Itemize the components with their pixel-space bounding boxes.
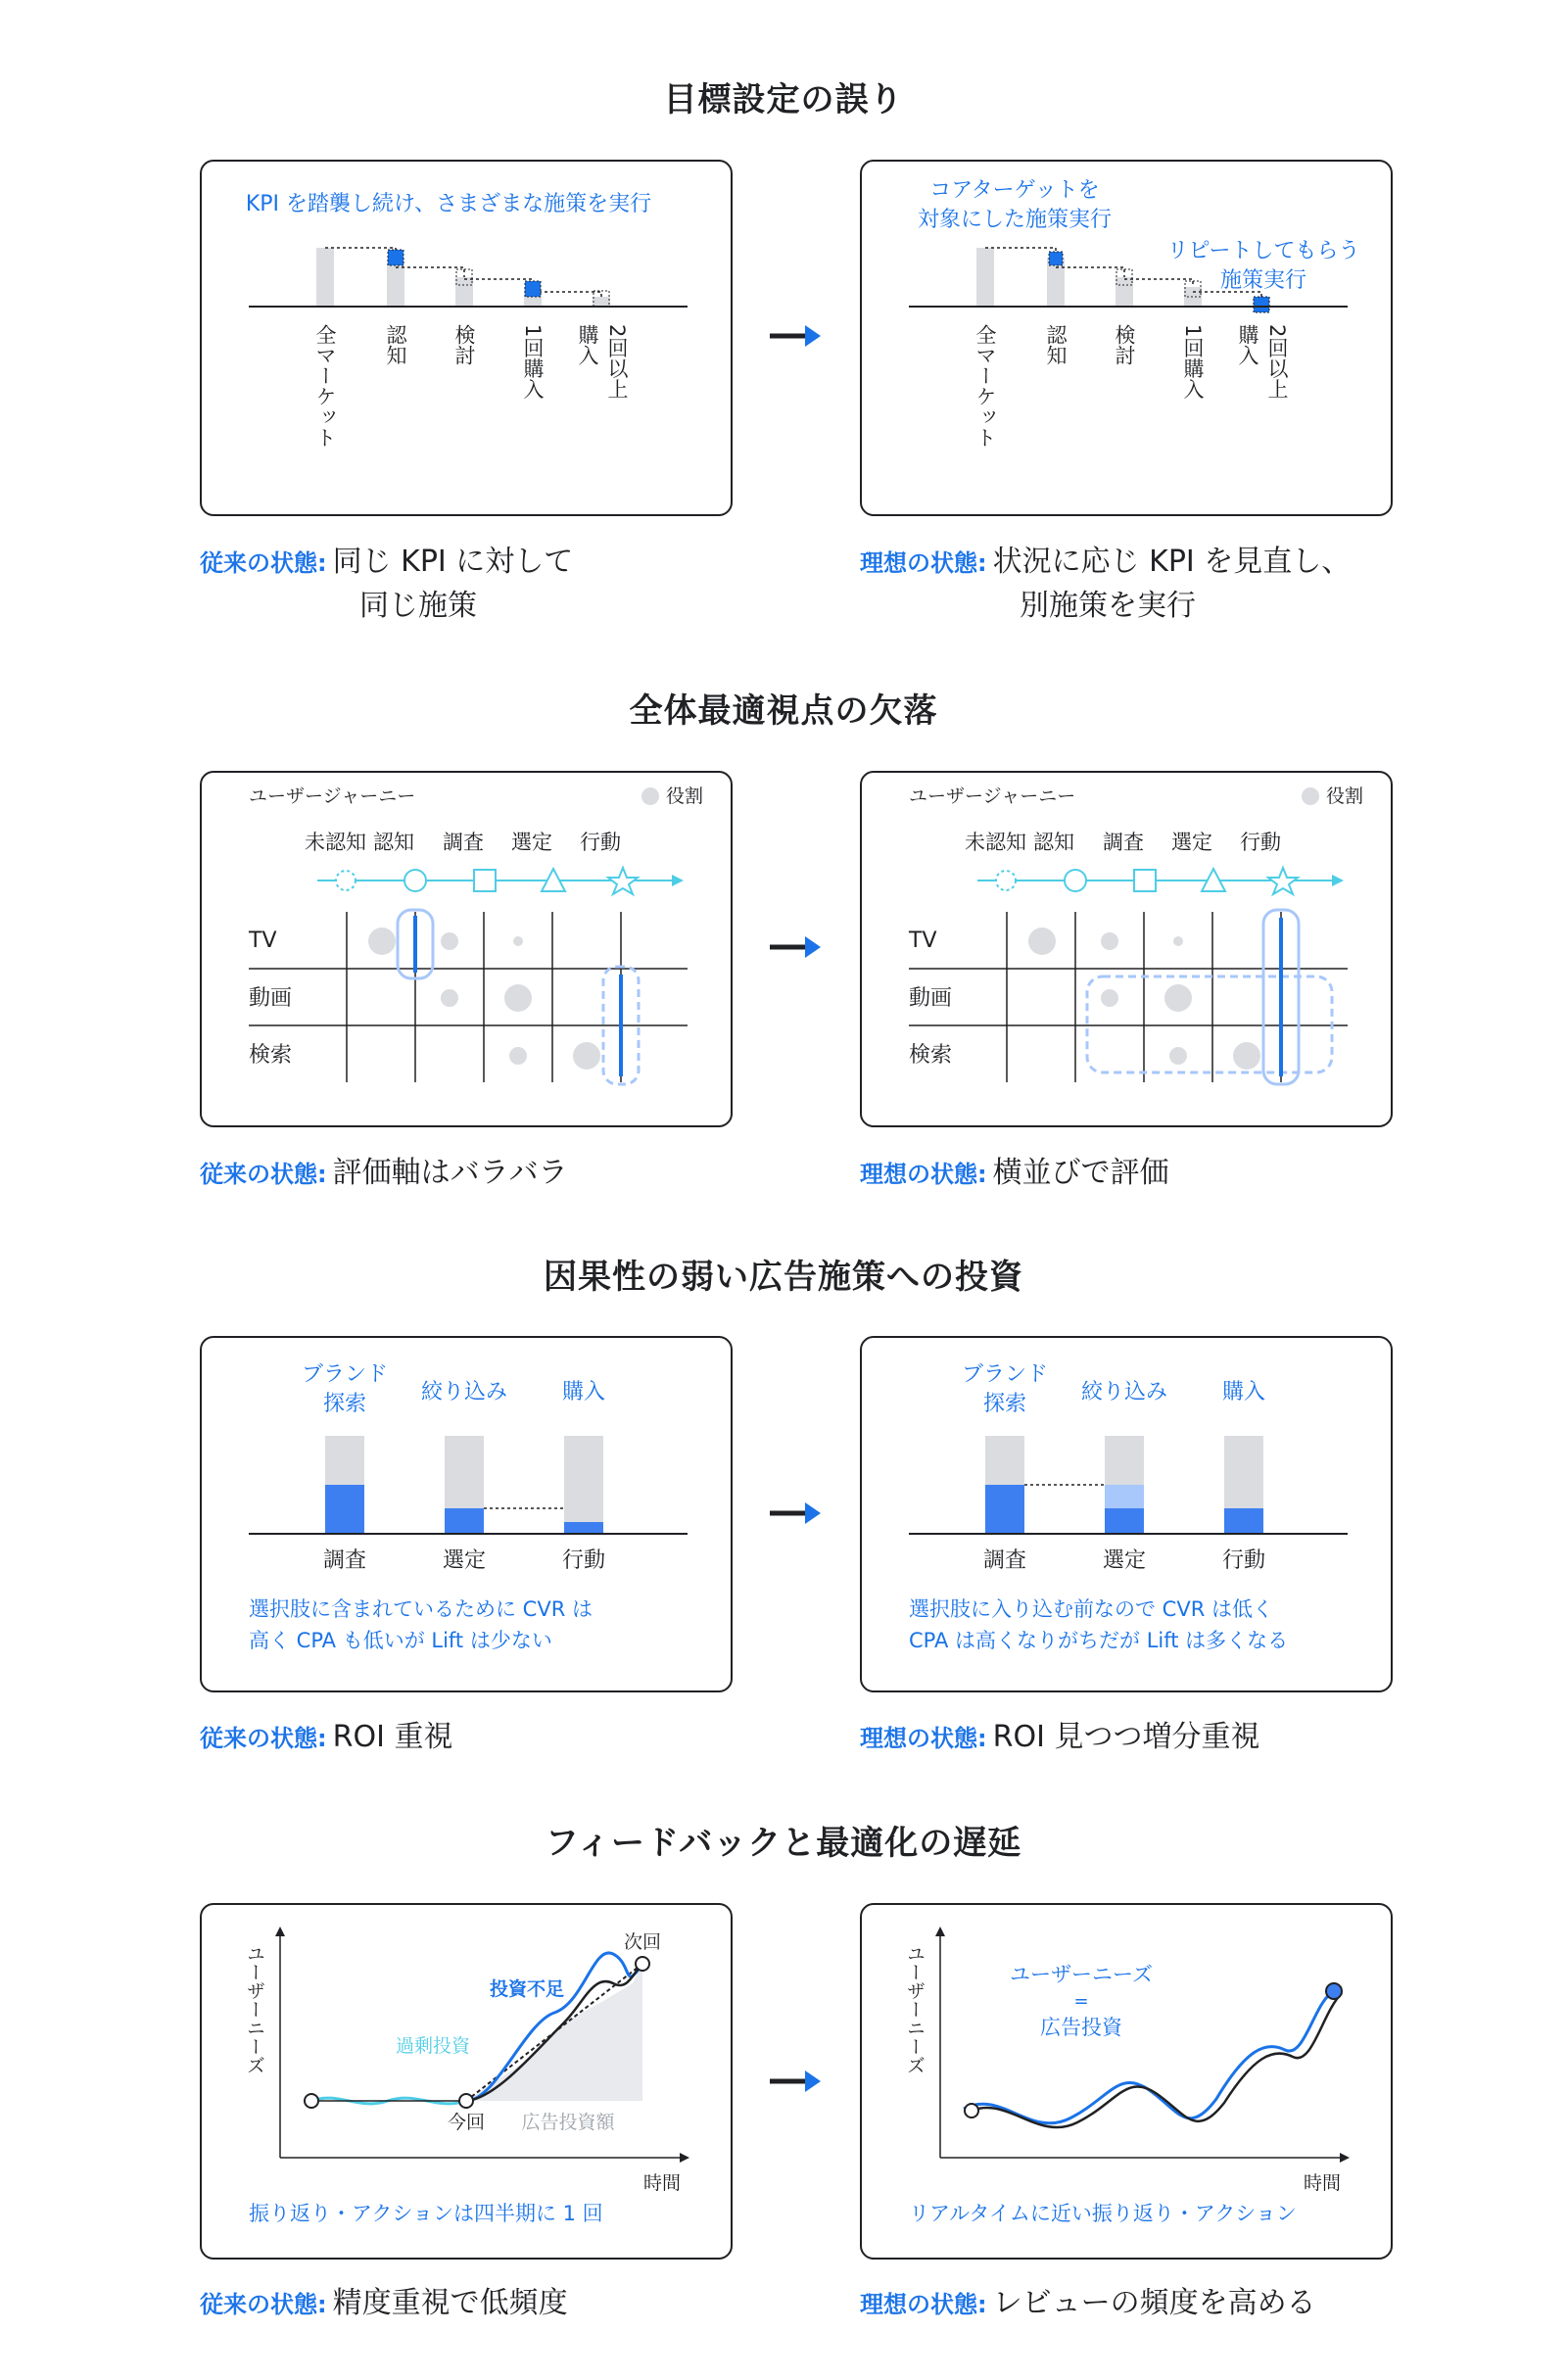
annotation-core-target-1: コアターゲットを [929, 178, 1100, 203]
svg-text:検索: 検索 [909, 1043, 953, 1068]
causality-bars-ideal [862, 1338, 1395, 1694]
arrow-right-icon [768, 1500, 823, 1526]
svg-text:ユーザーニーズ: ユーザーニーズ [244, 1944, 265, 2074]
card-goal-current [200, 160, 733, 516]
svg-text:探索: 探索 [982, 1392, 1027, 1416]
journey-grid-ideal [862, 773, 1395, 1129]
svg-text:未認知: 未認知 [965, 831, 1026, 854]
svg-text:認知: 認知 [373, 831, 414, 854]
arrow-right-icon [768, 323, 823, 349]
status-ideal-goal: 理想の状態: 状況に応じ KPI を見直し、 別施策を実行 [860, 545, 1352, 623]
svg-text:調査: 調査 [322, 1548, 367, 1573]
section-title-goal-setting: 目標設定の誤り [663, 80, 904, 119]
svg-text:時間: 時間 [642, 2172, 682, 2194]
arrow-right-icon [768, 2069, 823, 2094]
svg-text:調査: 調査 [982, 1548, 1027, 1573]
card-causality-ideal [860, 1336, 1393, 1692]
svg-text:選択肢に入り込む前なので CVR は低く: 選択肢に入り込む前なので CVR は低く [909, 1597, 1273, 1621]
svg-text:行動: 行動 [580, 831, 621, 854]
svg-text:探索: 探索 [322, 1392, 367, 1416]
svg-text:高く CPA も低いが Lift は少ない: 高く CPA も低いが Lift は少ない [249, 1629, 552, 1652]
arrow-right-icon [768, 934, 823, 960]
stage-label-market: 全マーケット [313, 324, 337, 448]
status-current-causality: 従来の状態: ROI 重視 [200, 1720, 453, 1754]
svg-text:ブランド: ブランド [961, 1362, 1049, 1387]
svg-text:全マーケット: 全マーケット [973, 324, 997, 448]
bar-market [316, 248, 334, 307]
svg-text:ユーザーニーズ: ユーザーニーズ [904, 1944, 926, 2074]
status-current-journey: 従来の状態: 評価軸はバラバラ [200, 1156, 568, 1190]
status-ideal-journey: 理想の状態: 横並びで評価 [860, 1156, 1169, 1190]
svg-text:ユーザージャーニー: ユーザージャーニー [249, 785, 416, 807]
svg-text:投資不足: 投資不足 [489, 1978, 565, 2000]
section-title-feedback: フィードバックと最適化の遅延 [545, 1824, 1022, 1863]
annotation-repeat-2: 施策実行 [1219, 268, 1307, 293]
svg-text:CPA は高くなりがちだが Lift は多くなる: CPA は高くなりがちだが Lift は多くなる [909, 1629, 1289, 1652]
svg-text:役割: 役割 [666, 785, 704, 807]
svg-text:ブランド: ブランド [301, 1362, 389, 1387]
card-journey-current [200, 771, 733, 1127]
svg-text:広告投資: 広告投資 [1040, 2016, 1122, 2039]
journey-grid-current [202, 773, 735, 1129]
annotation-kpi: KPI を踏襲し続け、さまざまな施策を実行 [245, 192, 652, 216]
svg-text:検討: 検討 [1113, 324, 1136, 365]
stage-label-repeat: 2回以上 [605, 324, 629, 400]
status-current-goal: 従来の状態: 同じ KPI に対して 同じ施策 [200, 545, 574, 623]
svg-text:行動: 行動 [561, 1548, 606, 1573]
feedback-chart-ideal [862, 1905, 1395, 2261]
causality-bars-current [202, 1338, 735, 1694]
svg-text:役割: 役割 [1326, 785, 1364, 807]
feedback-chart-current [202, 1905, 735, 2261]
bar-repeat [593, 297, 610, 307]
svg-text:選定: 選定 [1102, 1548, 1147, 1573]
section-title-causality: 因果性の弱い広告施策への投資 [544, 1258, 1023, 1297]
svg-text:購入: 購入 [561, 1380, 606, 1404]
svg-text:検索: 検索 [249, 1043, 293, 1068]
annotation-repeat-1: リピートしてもらう [1166, 239, 1360, 263]
section-title-holistic-view: 全体最適視点の欠落 [629, 691, 938, 731]
svg-text:TV: TV [909, 928, 937, 953]
card-goal-ideal [860, 160, 1393, 516]
svg-text:動画: 動画 [909, 986, 953, 1011]
svg-text:購入: 購入 [1221, 1380, 1266, 1404]
funnel-diagram-ideal [862, 162, 1395, 518]
svg-text:行動: 行動 [1221, 1548, 1266, 1573]
svg-text:絞り込み: 絞り込み [1080, 1380, 1168, 1404]
card-feedback-ideal [860, 1903, 1393, 2260]
funnel-diagram-current [202, 162, 735, 518]
card-feedback-current [200, 1903, 733, 2260]
svg-text:今回: 今回 [447, 2112, 486, 2133]
svg-text:未認知: 未認知 [305, 831, 366, 854]
svg-text:振り返り・アクションは四半期に 1 回: 振り返り・アクションは四半期に 1 回 [249, 2202, 603, 2225]
annotation-core-target-2: 対象にした施策実行 [917, 208, 1113, 232]
svg-text:調査: 調査 [1103, 831, 1144, 854]
svg-text:=: = [1073, 1991, 1089, 2012]
card-causality-current [200, 1336, 733, 1692]
status-ideal-causality: 理想の状態: ROI 見つつ増分重視 [860, 1720, 1260, 1754]
svg-text:1回購入: 1回購入 [1181, 324, 1205, 400]
stage-label-first-purchase: 1回購入 [521, 324, 545, 400]
svg-text:認知: 認知 [1044, 324, 1068, 365]
svg-text:次回: 次回 [623, 1931, 662, 1953]
stage-label-purchase: 購入 [576, 324, 599, 365]
status-current-feedback: 従来の状態: 精度重視で低頻度 [200, 2286, 568, 2320]
svg-text:TV: TV [249, 928, 277, 953]
svg-text:選定: 選定 [442, 1548, 487, 1573]
stage-label-consider: 検討 [452, 324, 476, 365]
status-ideal-feedback: 理想の状態: レビューの頻度を高める [860, 2286, 1316, 2320]
svg-text:広告投資額: 広告投資額 [521, 2112, 615, 2133]
stage-label-awareness: 認知 [384, 324, 407, 365]
marker-awareness [388, 250, 404, 265]
svg-text:過剰投資: 過剰投資 [395, 2035, 471, 2057]
svg-text:選択肢に含まれているために CVR は: 選択肢に含まれているために CVR は [249, 1597, 593, 1621]
svg-text:購入: 購入 [1236, 324, 1259, 365]
svg-text:調査: 調査 [443, 831, 484, 854]
card-journey-ideal [860, 771, 1393, 1127]
svg-text:選定: 選定 [1171, 831, 1212, 854]
svg-text:リアルタイムに近い振り返り・アクション: リアルタイムに近い振り返り・アクション [909, 2202, 1297, 2225]
svg-text:2回以上: 2回以上 [1265, 324, 1289, 400]
svg-text:絞り込み: 絞り込み [420, 1380, 508, 1404]
bar-consider [455, 277, 473, 307]
svg-text:選定: 選定 [511, 831, 552, 854]
svg-text:時間: 時間 [1303, 2172, 1342, 2194]
svg-text:ユーザージャーニー: ユーザージャーニー [909, 785, 1076, 807]
svg-text:認知: 認知 [1033, 831, 1074, 854]
svg-text:ユーザーニーズ: ユーザーニーズ [1010, 1963, 1153, 1986]
svg-text:動画: 動画 [249, 986, 293, 1011]
svg-text:行動: 行動 [1240, 831, 1281, 854]
